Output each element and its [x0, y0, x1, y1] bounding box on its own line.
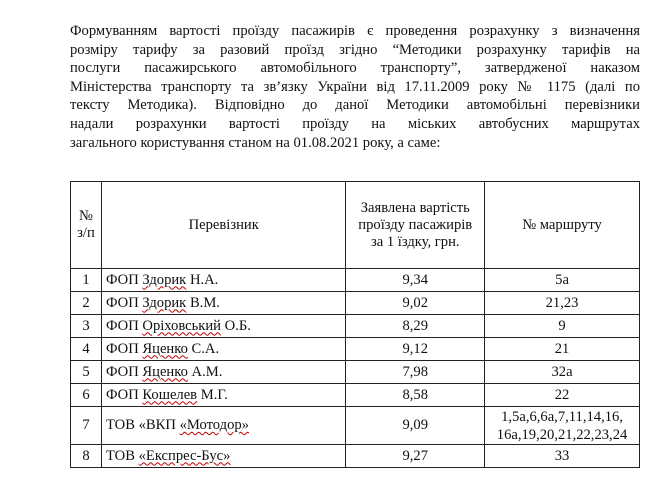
- carrier-name: Кошелев: [142, 386, 198, 403]
- row-price: 7,98: [346, 361, 485, 384]
- row-number: 8: [71, 445, 102, 468]
- carrier-prefix: ТОВ «ВКП: [105, 417, 176, 433]
- carrier-prefix: ФОП: [105, 294, 139, 311]
- paragraph-line: розміру тарифу за разовий проїзд згідно “Методики розрахунку тарифів на: [70, 41, 640, 58]
- row-route: 5а: [485, 269, 640, 292]
- row-route: 21: [485, 338, 640, 361]
- carrier-prefix: ФОП: [105, 363, 139, 380]
- row-carrier: [101, 338, 345, 361]
- row-number: 3: [71, 315, 102, 338]
- carrier-name: «Мотодор»: [179, 417, 249, 433]
- carriers-table: [70, 181, 640, 468]
- carrier-name: Яценко: [142, 363, 188, 380]
- paragraph-line: надали розрахунки вартості проїзду на міських автобусних маршрутах: [70, 115, 640, 132]
- table-row: [71, 269, 640, 292]
- carrier-initials: В.М.: [189, 294, 220, 311]
- table-row: [71, 338, 640, 361]
- row-number: 5: [71, 361, 102, 384]
- carrier-initials: С.А.: [191, 340, 220, 357]
- row-route: 1,5а,6,6а,7,11,14,16, 16а,19,20,21,22,23,24: [485, 407, 640, 445]
- table-row: [71, 315, 640, 338]
- table-row: [71, 292, 640, 315]
- row-number: 7: [71, 407, 102, 445]
- table-row: [71, 361, 640, 384]
- row-route: 33: [485, 445, 640, 468]
- intro-paragraph: [70, 22, 640, 152]
- table-row: [71, 407, 640, 445]
- table-row: [71, 445, 640, 468]
- row-number: 2: [71, 292, 102, 315]
- row-route: 22: [485, 384, 640, 407]
- carrier-initials: О.Б.: [224, 317, 251, 334]
- carrier-initials: М.Г.: [200, 386, 228, 403]
- carrier-prefix: ФОП: [105, 317, 139, 334]
- paragraph-line: загального користування станом на 01.08.2021 року, а саме:: [70, 134, 441, 151]
- carrier-prefix: ФОП: [105, 271, 139, 288]
- carrier-initials: Н.А.: [189, 271, 219, 288]
- row-carrier: [101, 292, 345, 315]
- row-price: 9,02: [346, 292, 485, 315]
- paragraph-line: Міністерства транспорту та зв’язку України від 17.11.2009 року № 1175 (далі по: [70, 78, 640, 95]
- row-carrier: [101, 407, 345, 445]
- header-route: № маршруту: [485, 182, 640, 269]
- carrier-name: Здорик: [142, 271, 187, 288]
- row-carrier: [101, 445, 345, 468]
- row-price: 9,27: [346, 445, 485, 468]
- carrier-prefix: ФОП: [105, 386, 139, 403]
- header-carrier: Перевізник: [101, 182, 345, 269]
- paragraph-line: тексту Методика). Відповідно до даної Методики автомобільні перевізники: [70, 97, 640, 114]
- carrier-initials: А.М.: [191, 363, 223, 380]
- row-price: 8,29: [346, 315, 485, 338]
- carrier-name: «Експрес-Бус»: [138, 447, 231, 464]
- row-route: 9: [485, 315, 640, 338]
- row-number: 4: [71, 338, 102, 361]
- row-carrier: [101, 361, 345, 384]
- row-price: 9,34: [346, 269, 485, 292]
- row-route: 21,23: [485, 292, 640, 315]
- row-number: 6: [71, 384, 102, 407]
- table-row: [71, 384, 640, 407]
- row-price: 9,12: [346, 338, 485, 361]
- row-carrier: [101, 315, 345, 338]
- carrier-prefix: ТОВ: [105, 447, 135, 464]
- paragraph-line: Формуванням вартості проїзду пасажирів є проведення розрахунку з визначення: [70, 23, 640, 39]
- row-carrier: [101, 269, 345, 292]
- row-route: 32а: [485, 361, 640, 384]
- carrier-name: Яценко: [142, 340, 188, 357]
- carrier-prefix: ФОП: [105, 340, 139, 357]
- row-price: 9,09: [346, 407, 485, 445]
- table-header-row: [71, 182, 640, 269]
- row-price: 8,58: [346, 384, 485, 407]
- carrier-name: Оріховський: [142, 317, 221, 334]
- row-carrier: [101, 384, 345, 407]
- header-price: Заявлена вартість проїзду пасажирів за 1 їздку, грн.: [346, 182, 485, 269]
- header-num: № з/п: [71, 182, 102, 269]
- row-number: 1: [71, 269, 102, 292]
- paragraph-line: послуги пасажирського автомобільного транспорту”, затвердженої наказом: [70, 60, 640, 77]
- carrier-name: Здорик: [142, 294, 187, 311]
